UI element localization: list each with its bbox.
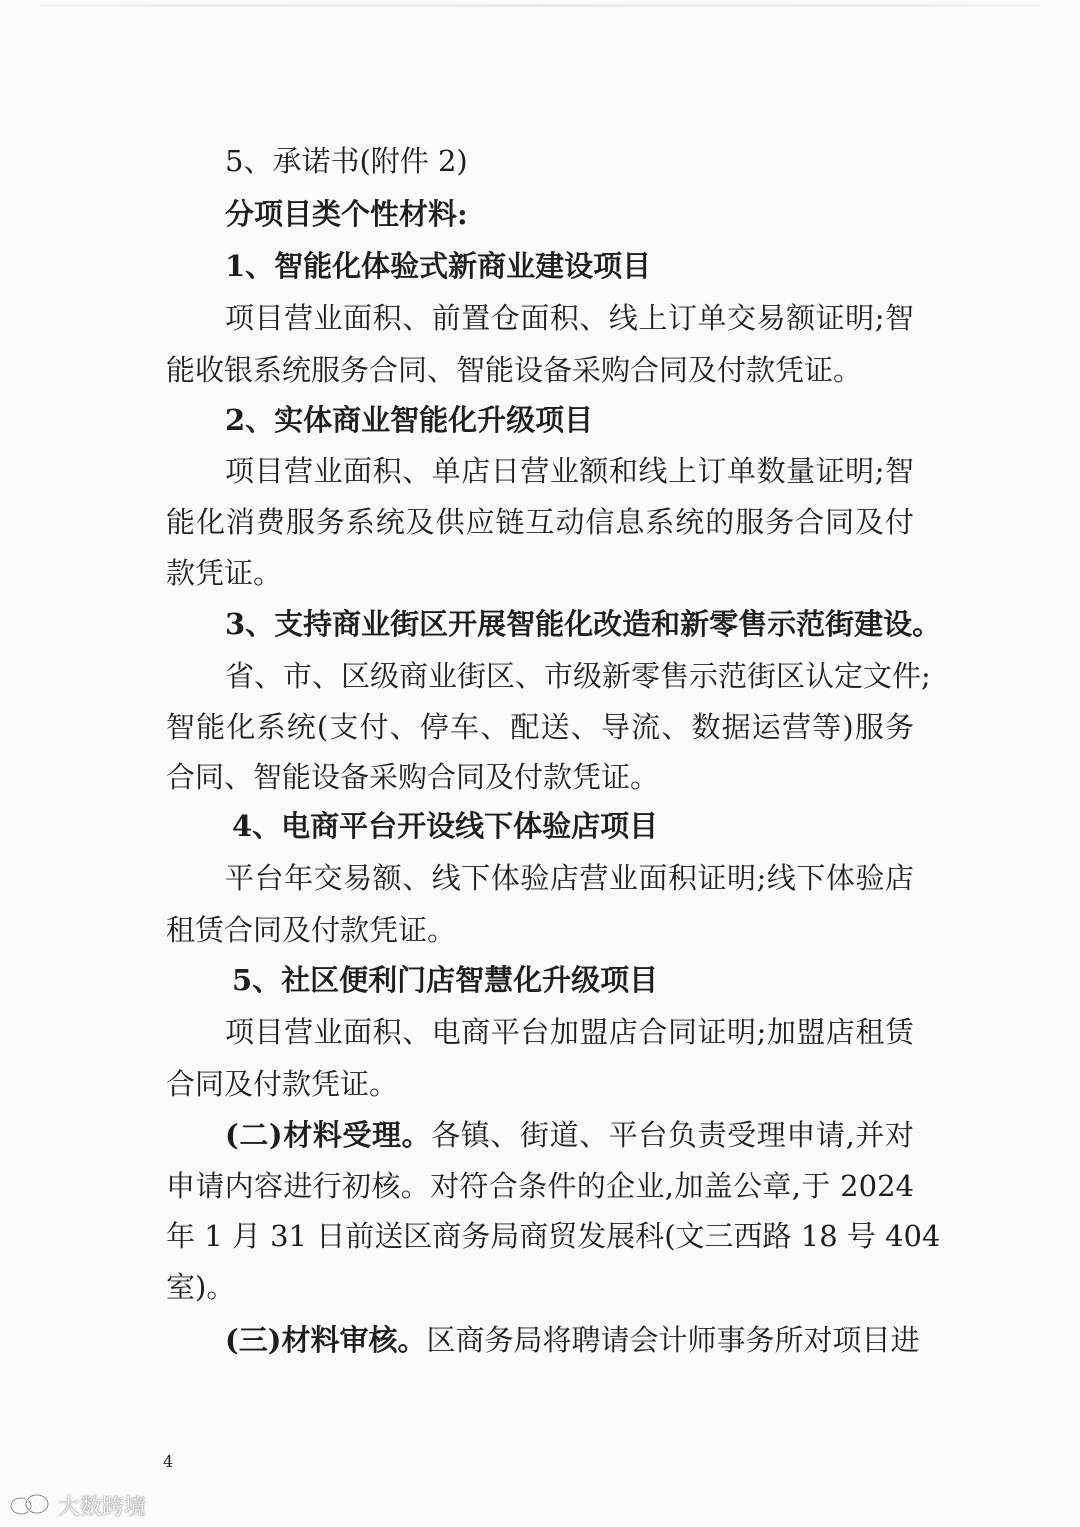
p3-line-2: 智能化系统(支付、停车、配送、导流、数据运营等)服务 (166, 710, 914, 744)
watermark-text: 大数跨境 (58, 1494, 147, 1520)
watermark (8, 1490, 146, 1520)
sec2-line-1 (225, 1115, 914, 1155)
sec3-line-1 (225, 1320, 920, 1360)
p2-line-1: 项目营业面积、单店日营业额和线上订单数量证明;智 (225, 454, 914, 488)
p2-line-2: 能化消费服务系统及供应链互动信息系统的服务合同及付 (166, 505, 914, 539)
heading-4: 4、电商平台开设线下体验店项目 (232, 809, 659, 843)
heading-1: 1、智能化体验式新商业建设项目 (225, 249, 652, 283)
p5-line-1: 项目营业面积、电商平台加盟店合同证明;加盟店租赁 (225, 1015, 914, 1049)
p1-line-2: 能收银系统服务合同、智能设备采购合同及付款凭证。 (166, 353, 863, 387)
p3-line-3: 合同、智能设备采购合同及付款凭证。 (166, 760, 660, 794)
sec2-line-4: 室)。 (166, 1270, 236, 1304)
p4-line-1: 平台年交易额、线下体验店营业面积证明;线下体验店 (225, 861, 914, 895)
item5-commitment: 5、承诺书(附件 2) (225, 144, 468, 178)
heading-3: 3、支持商业街区开展智能化改造和新零售示范街建设。 (225, 607, 942, 641)
p2-line-3: 款凭证。 (166, 556, 283, 590)
heading-2: 2、实体商业智能化升级项目 (225, 403, 594, 437)
page-number: 4 (163, 1452, 174, 1471)
sec3-line-1-body: 区商务局将聘请会计师事务所对项目进 (426, 1323, 920, 1357)
p1-line-1: 项目营业面积、前置仓面积、线上订单交易额证明;智 (225, 301, 914, 335)
section-individual-materials: 分项目类个性材料: (225, 197, 468, 231)
p3-line-1: 省、市、区级商业街区、市级新零售示范街区认定文件; (225, 659, 931, 693)
sec3-heading: (三)材料审核。 (225, 1323, 427, 1357)
sec2-line-3: 年 1 月 31 日前送区商务局商贸发展科(文三西路 18 号 404 (166, 1219, 941, 1253)
sec2-line-1-body: 各镇、街道、平台负责受理申请,并对 (431, 1118, 914, 1152)
p5-line-2: 合同及付款凭证。 (166, 1067, 399, 1101)
cloud-ring-logo-icon (8, 1492, 52, 1518)
p4-line-2: 租赁合同及付款凭证。 (166, 913, 457, 947)
sec2-line-2: 申请内容进行初核。对符合条件的企业,加盖公章,于 2024 (166, 1169, 914, 1203)
sec2-heading: (二)材料受理。 (225, 1118, 432, 1152)
heading-5: 5、社区便利门店智慧化升级项目 (232, 963, 659, 997)
